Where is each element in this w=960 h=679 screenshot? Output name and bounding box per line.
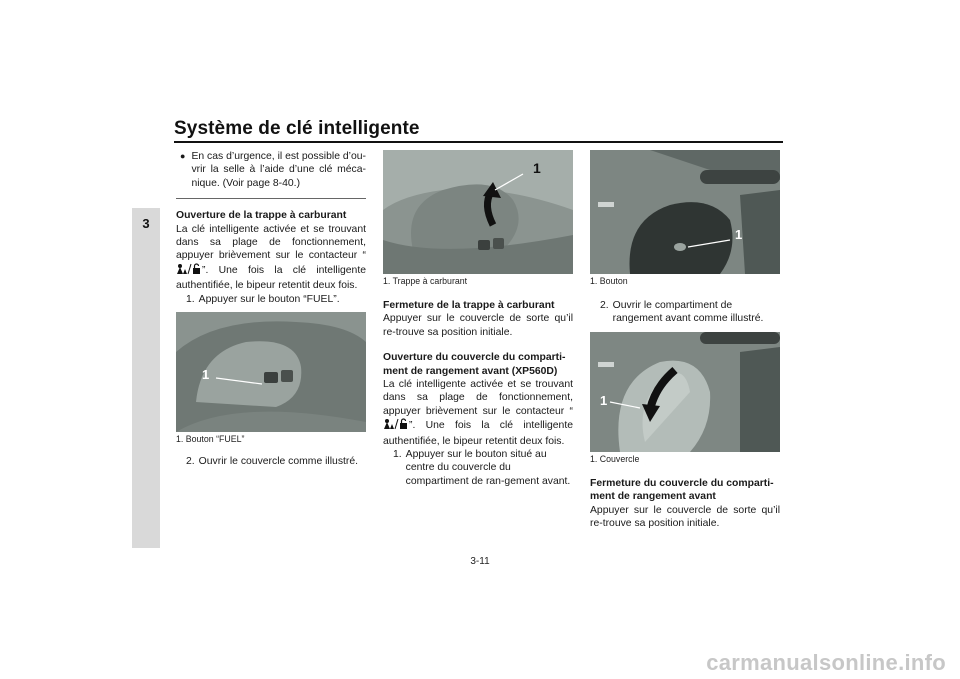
section-heading-storage-close: Fermeture du couvercle du comparti-ment de rangement avant xyxy=(590,477,774,503)
figure-storage-button xyxy=(590,150,780,274)
figure-callout: 1 xyxy=(600,392,608,408)
figure-caption: 1. Bouton “FUEL” xyxy=(176,434,245,445)
bullet-text: En cas d’urgence, il est possible d’ou-vrir la selle à l’aide d’une clé méca-nique. (Voir page 8-40.) xyxy=(191,151,366,189)
watermark-text: carmanualsonline.info xyxy=(706,650,946,675)
figure-caption: 1. Couvercle xyxy=(590,453,640,464)
separator xyxy=(176,198,366,199)
paragraph-storage-close: Appuyer sur le couvercle de sorte qu’il re-trouve sa position initiale. xyxy=(590,504,780,530)
figure-callout: 1 xyxy=(735,227,743,242)
figure-caption: 1. Trappe à carburant xyxy=(383,276,468,286)
figure-caption: 1. Bouton xyxy=(590,276,628,286)
bullet-item xyxy=(180,150,366,190)
step-1: 1. Appuyer sur le bouton situé au centre du couvercle du compartiment de ran-gement avant. xyxy=(393,449,571,487)
chapter-number: 3 xyxy=(142,216,150,231)
section-heading-fuel-close: Fermeture de la trappe à carburant xyxy=(383,300,555,311)
step-2: 2. Ouvrir le compartiment de rangement avant comme illustré. xyxy=(600,300,764,325)
step-2: 2. Ouvrir le couvercle comme illustré. xyxy=(186,456,359,468)
paragraph-storage-open: La clé intelligente activée et se trouvant dans sa plage de fonctionnement, appuyer brièvement sur le contacteur “”. Une fois la clé intelligente authentifiée, le bipeur retentit deux fois. xyxy=(383,379,573,447)
chapter-tab xyxy=(132,208,160,548)
figure-fuel-lid xyxy=(383,150,573,274)
page-number: 3-11 xyxy=(470,556,490,567)
figure-storage-lid xyxy=(590,332,780,452)
section-heading-storage-open: Ouverture du couvercle du comparti-ment de rangement avant (XP560D) xyxy=(383,352,566,377)
page-title: Système de clé intelligente xyxy=(174,118,420,139)
lock-unlock-icon xyxy=(383,418,409,434)
figure-fuel-button xyxy=(176,312,366,432)
column-3 xyxy=(590,150,780,530)
section-heading-fuel-open: Ouverture de la trappe à carburant xyxy=(176,210,347,222)
step-1: 1. Appuyer sur le bouton “FUEL”. xyxy=(186,293,340,305)
figure-callout: 1 xyxy=(202,367,210,383)
column-1 xyxy=(176,150,366,468)
column-2 xyxy=(383,150,573,488)
title-rule xyxy=(174,141,783,143)
paragraph-fuel-close: Appuyer sur le couvercle de sorte qu’il re-trouve sa position initiale. xyxy=(383,313,573,338)
paragraph-fuel-open: La clé intelligente activée et se trouvant dans sa plage de fonctionnement, appuyer brièvement sur le contacteur “”. Une fois la clé intelligente authentifiée, le bipeur retentit deux fois. xyxy=(176,223,366,292)
figure-callout: 1 xyxy=(533,160,541,176)
lock-unlock-icon xyxy=(176,263,202,279)
bullet-icon: ● xyxy=(180,151,186,161)
